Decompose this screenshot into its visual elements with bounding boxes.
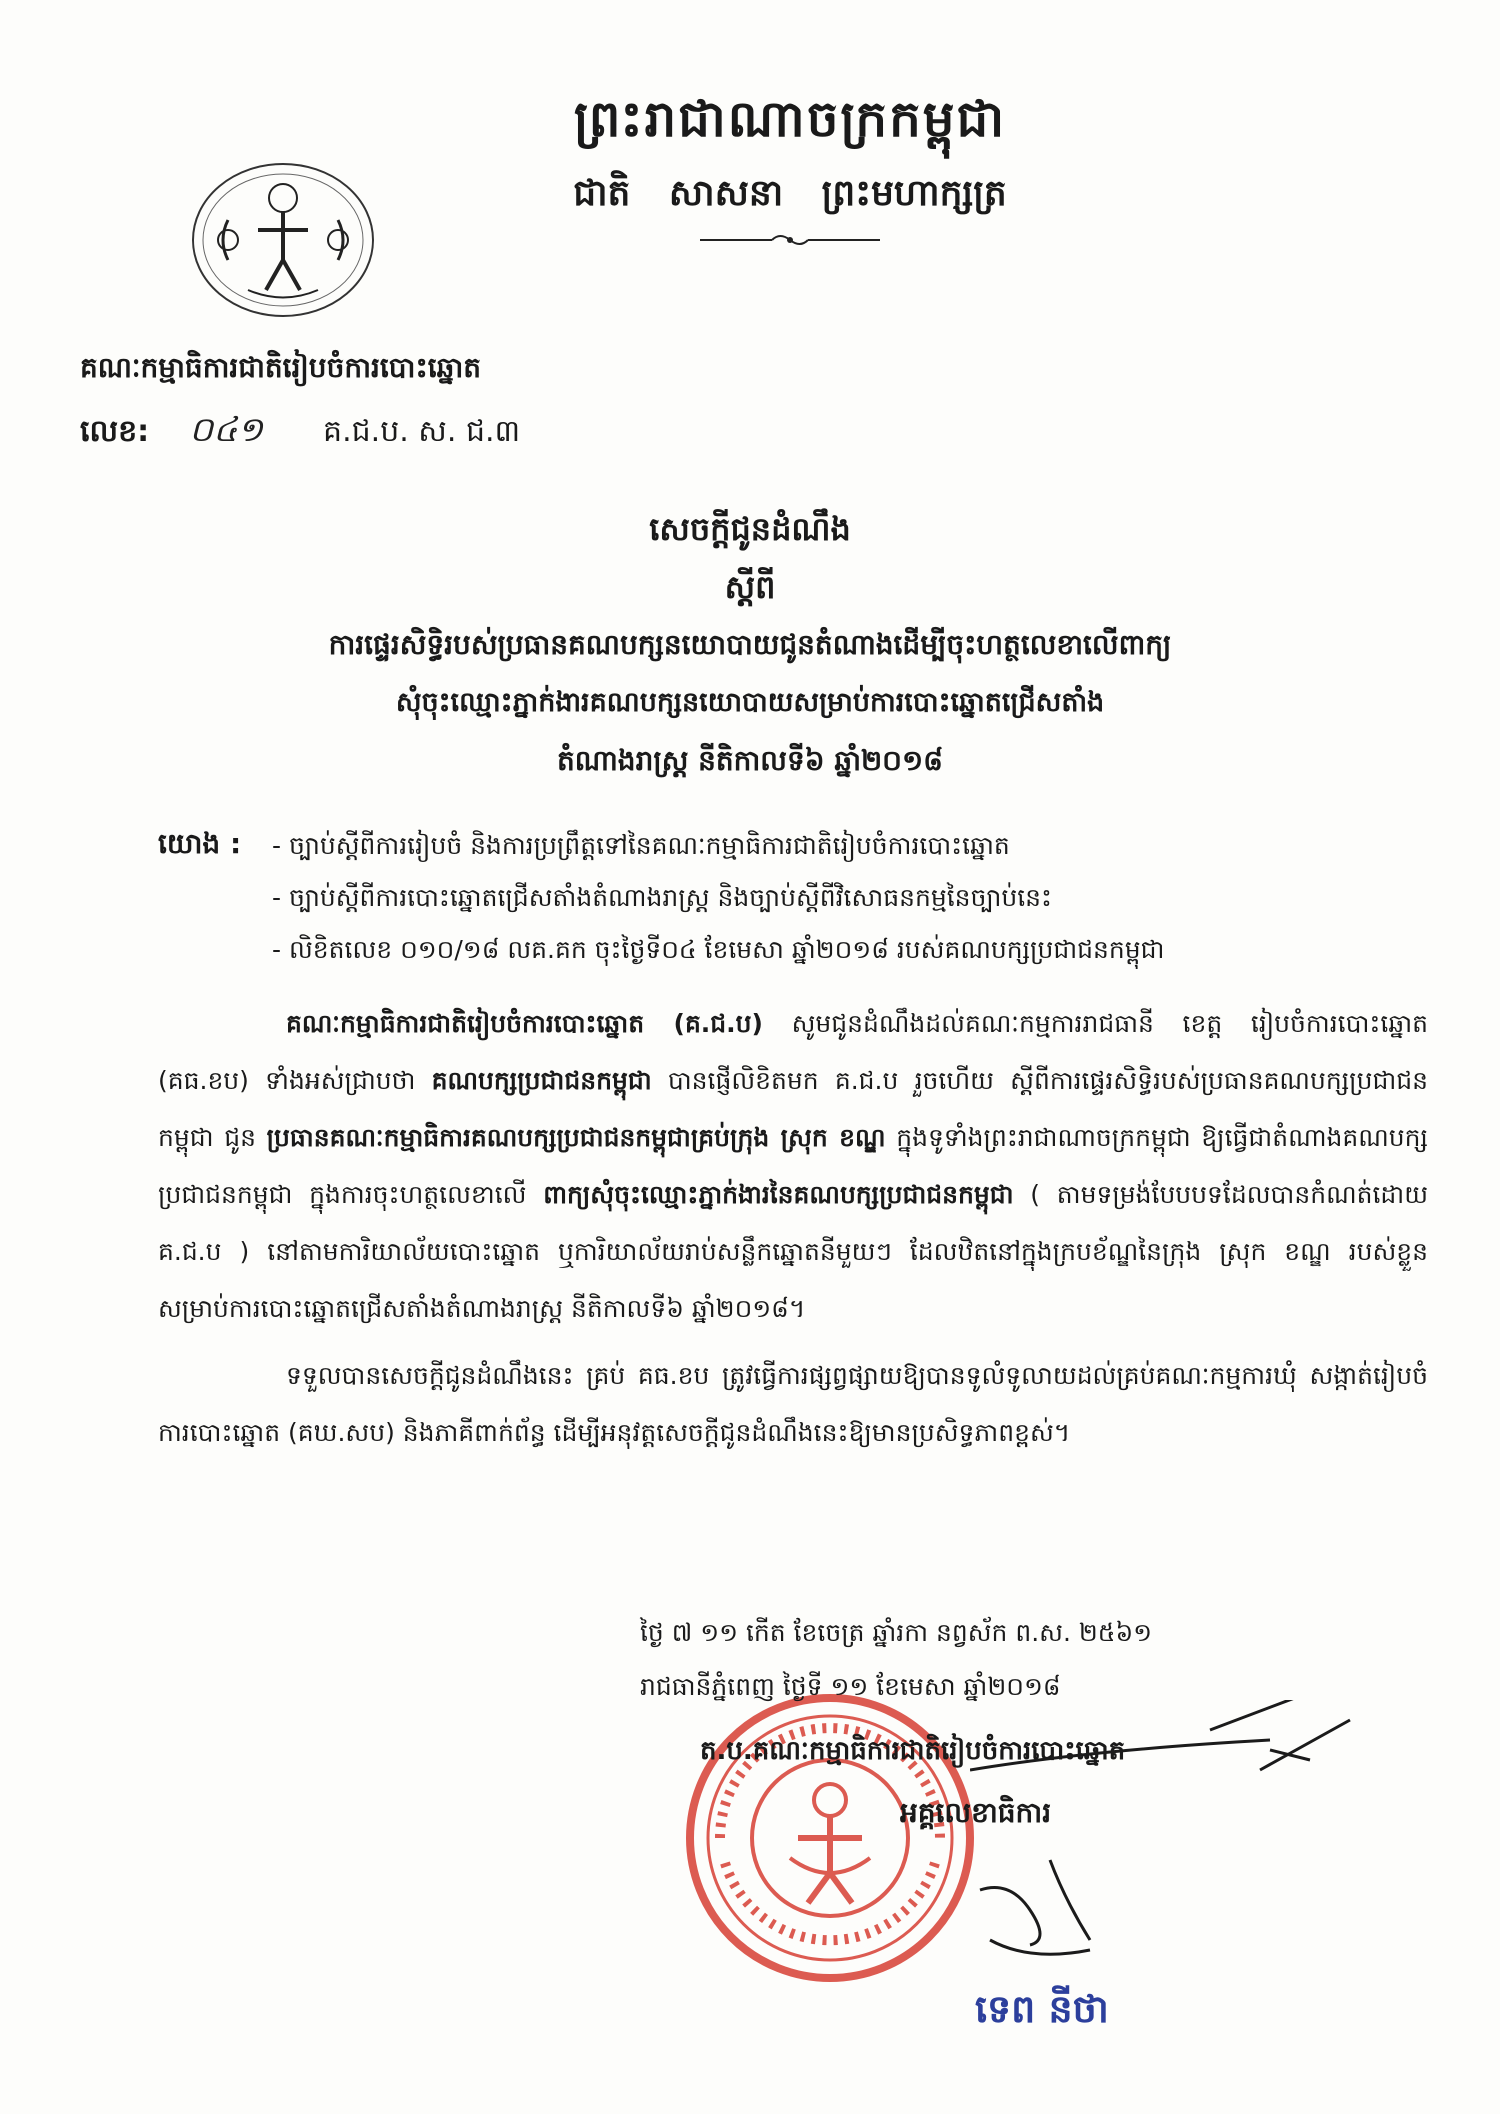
body-paragraph-2: ទទួលបានសេចក្តីជូនដំណឹងនេះ គ្រប់ គធ.ខប ត្រូវធ្វើការផ្សព្វផ្សាយឱ្យបានទូលំទូលាយដល់គ្រប់គណៈកម្មការឃុំ សង្កាត់រៀបចំការបោះឆ្នោត (គឃ.សប) និងភាគីពាក់ព័ន្ធ ដើម្បីអនុវត្តសេចក្តីជូនដំណឹងនេះឱ្យមានប្រសិទ្ធភាពខ្ពស់។ <box>158 1361 1428 1447</box>
body-paragraph-1 <box>158 995 1428 1337</box>
national-motto: ជាតិ សាសនា ព្រះមហាក្សត្រ <box>573 173 1007 214</box>
kingdom-title: ព្រះរាជាណាចក្រកម្ពុជា <box>573 90 1007 148</box>
handwritten-signature-icon <box>970 1700 1390 1960</box>
title-line-4: សុំចុះឈ្មោះភ្នាក់ងារគណបក្សនយោបាយសម្រាប់ការបោះឆ្នោតជ្រើសតាំង <box>395 687 1105 718</box>
signer-name: ទេព នីថា <box>975 1986 1109 2031</box>
body-segment: បានផ្ញើលិខិតមក គ.ជ.ប រួចហើយ ស្តីពីការផ្ទេរសិទ្ធិរបស់ប្រធានគណបក្សប្រជាជនកម្ពុជា ជូន <box>158 1066 1428 1152</box>
number-label: លេខ: <box>80 414 150 449</box>
title-line-3: ការផ្ទេរសិទ្ធិរបស់ប្រធានគណបក្សនយោបាយជូនតំណាងដើម្បីចុះហត្ថលេខាលើពាក្យ <box>328 628 1172 661</box>
signer-title: អគ្គលេខាធិការ <box>900 1796 1052 1829</box>
official-seal-icon <box>680 1688 980 1988</box>
reference-item: - ច្បាប់ស្តីពីការបោះឆ្នោតជ្រើសតាំងតំណាងរាស្ត្រ និងច្បាប់ស្តីពីវិសោធនកម្មនៃច្បាប់នេះ <box>272 883 1053 912</box>
reference-item: - ច្បាប់ស្តីពីការរៀបចំ និងការប្រព្រឹត្តទៅនៃគណៈកម្មាធិការជាតិរៀបចំការបោះឆ្នោត <box>272 831 1010 860</box>
issuing-committee: គណៈកម្មាធិការជាតិរៀបចំការបោះឆ្នោត <box>80 351 482 384</box>
reference-item: - លិខិតលេខ ០១០/១៨ លគ.គក ចុះថ្ងៃទី០៤ ខែមេសា ឆ្នាំ២០១៨ របស់គណបក្សប្រជាជនកម្ពុជា <box>272 935 1165 964</box>
body-segment: ( តាមទម្រង់បែបបទដែលបានកំណត់ដោយ គ.ជ.ប ) នៅតាមការិយាល័យបោះឆ្នោត ឬការិយាល័យរាប់សន្លឹកឆ្នោតនីមួយៗ ដែលឋិតនៅក្នុងក្របខ័ណ្ឌនៃក្រុង ស្រុក ខណ្ឌ របស់ខ្លួនសម្រាប់ការបោះឆ្នោតជ្រើសតាំងតំណាងរាស្ត្រ នីតិកាលទី៦ ឆ្នាំ២០១៨។ <box>158 1180 1428 1323</box>
body-segment: ពាក្យសុំចុះឈ្មោះភ្នាក់ងារនៃគណបក្សប្រជាជនកម្ពុជា <box>543 1180 1014 1209</box>
solar-date: រាជធានីភ្នំពេញ ថ្ងៃទី ១១ ខែមេសា ឆ្នាំ២០១៨ <box>640 1672 1061 1701</box>
references-list <box>272 820 1392 976</box>
signing-authority: ត.ប.គណៈកម្មាធិការជាតិរៀបចំការបោះឆ្នោត <box>700 1736 1126 1766</box>
references-label: យោង : <box>158 827 242 860</box>
lunar-date: ថ្ងៃ ៧ ១១ កើត ខែចេត្រ ឆ្នាំរកា នព្វស័ក ព.ស. ២៥៦១ <box>640 1618 1153 1647</box>
notice-title <box>190 500 1310 790</box>
ornament-divider-icon <box>700 230 880 250</box>
body-segment: ប្រធានគណៈកម្មាធិការគណបក្សប្រជាជនកម្ពុជាគ្រប់ក្រុង ស្រុក ខណ្ឌ <box>266 1123 886 1152</box>
notice-body <box>158 995 1428 1461</box>
nec-emblem-icon <box>188 160 378 320</box>
number-code: គ.ជ.ប. ស. ជ.៣ <box>323 414 521 449</box>
number-value: ០៤១ <box>189 410 264 450</box>
body-segment: គណៈកម្មាធិការជាតិរៀបចំការបោះឆ្នោត (គ.ជ.ប) <box>286 1009 763 1038</box>
title-line-1: សេចក្តីជូនដំណឹង <box>649 510 851 548</box>
body-segment: ក្នុងទូទាំងព្រះរាជាណាចក្រកម្ពុជា ឱ្យធ្វើជាតំណាងគណបក្សប្រជាជនកម្ពុជា ក្នុងការចុះហត្ថលេខាលើ <box>158 1123 1428 1209</box>
title-line-5: តំណាងរាស្ត្រ នីតិកាលទី៦ ឆ្នាំ២០១៨ <box>556 744 944 777</box>
document-number <box>80 408 520 458</box>
title-line-2: ស្តីពី <box>724 568 776 606</box>
body-segment: គណបក្សប្រជាជនកម្ពុជា <box>431 1066 652 1095</box>
body-segment: សូមជូនដំណឹងដល់គណៈកម្មការរាជធានី ខេត្ត រៀបចំការបោះឆ្នោត (គធ.ខប) ទាំងអស់ជ្រាបថា <box>158 1009 1428 1095</box>
